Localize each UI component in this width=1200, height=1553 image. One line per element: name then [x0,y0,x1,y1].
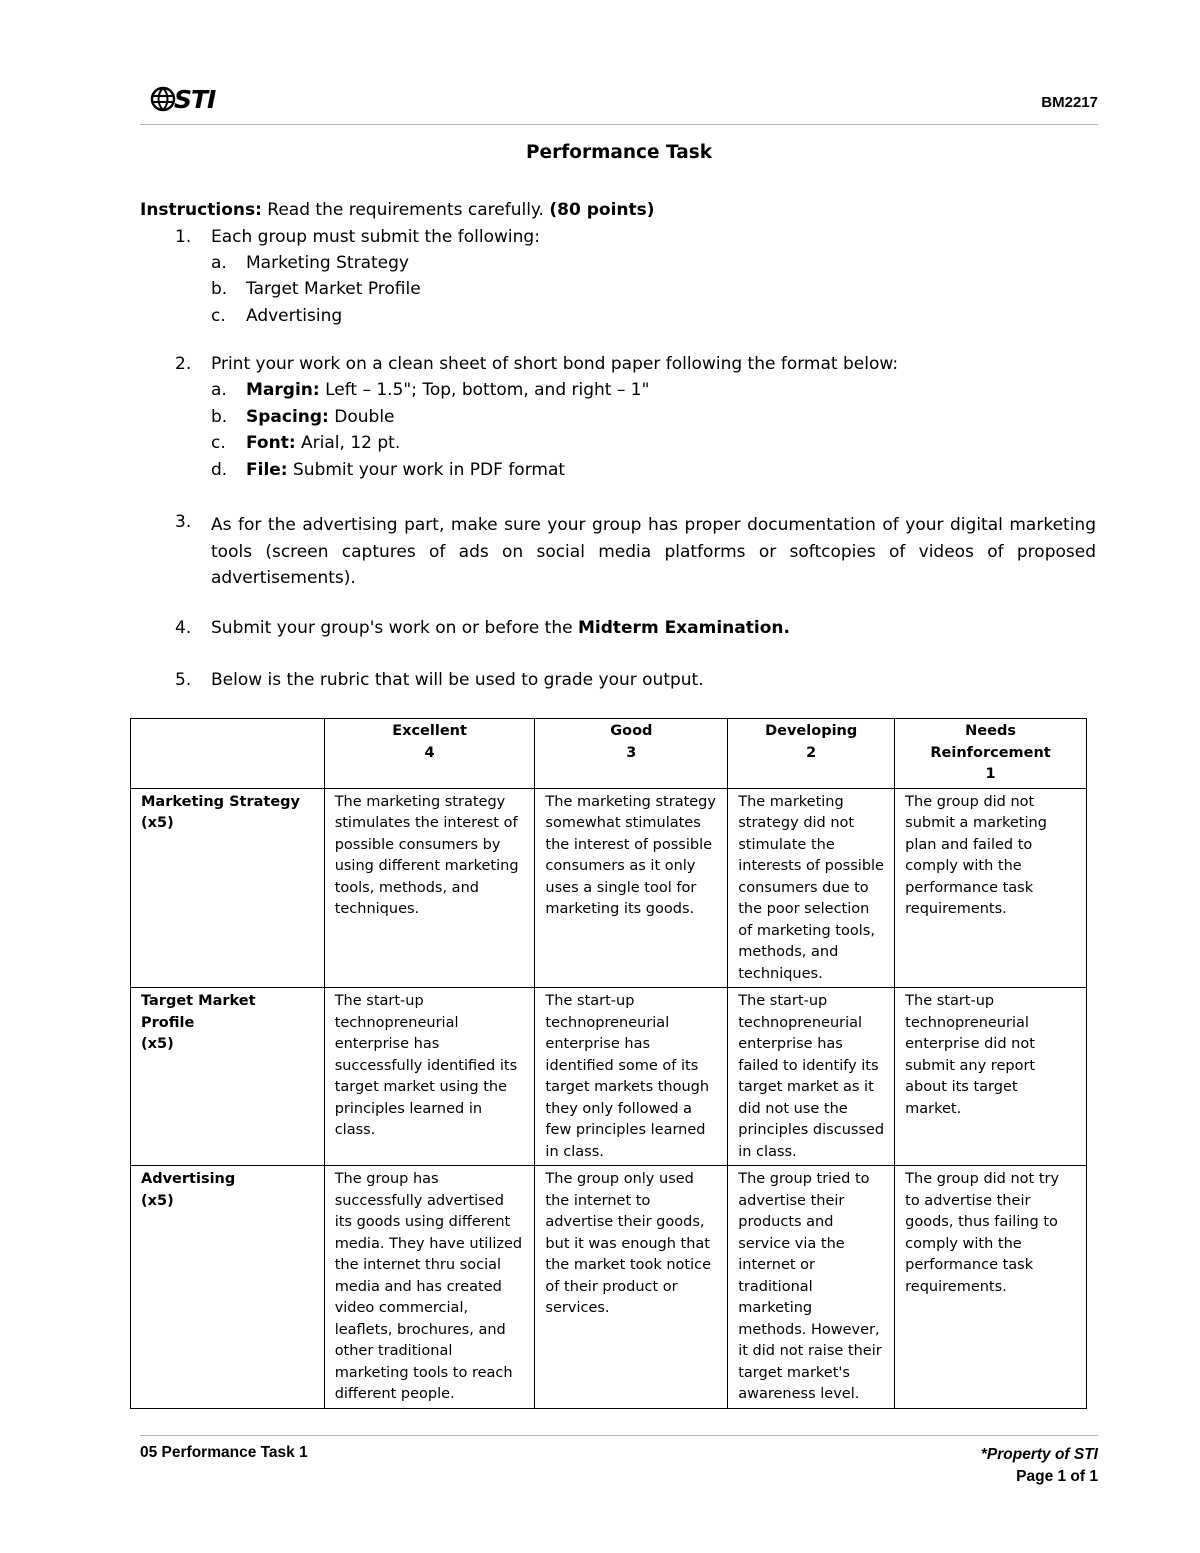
sub-item-text [246,407,395,427]
instructions-points: (80 points) [549,200,655,220]
level-name: Needs Reinforcement [930,723,1051,761]
table-row [131,1166,1087,1409]
page-header [140,80,1098,125]
page-title: Performance Task [525,142,713,163]
rubric-table [130,718,1087,1409]
rubric-cell: The start-up technopreneurial enterprise has identified some of its target markets though they only followed a few principles learned in class. [535,988,728,1166]
item-text-bold: Midterm Examination [577,618,784,638]
sub-item-label: Font: [246,433,296,453]
sub-item-letter: a. [211,380,227,400]
rubric-cell: The group only used the internet to advertise their goods, but it was enough that the market took notice of their product or services. [535,1166,728,1409]
level-name: Good [610,723,653,739]
criterion-weight: (x5) [141,1192,174,1209]
course-code: BM2217 [1041,94,1098,111]
table-row [131,788,1087,988]
item-text: As for the advertising part, make sure your group has proper documentation of your digital marketing tools (screen captures of ads on social media platforms or softcopies of videos of proposed advertisements). [211,515,1096,588]
sti-logo [150,82,215,116]
sub-item-letter: b. [211,407,228,427]
item-number: 5. [175,670,192,690]
rubric-cell: The group has successfully advertised its goods using different media. They have utilized the internet thru social media and has created video commercial, leaflets, brochures, and other traditional marketing tools to reach different people. [324,1166,535,1409]
item-text [211,618,790,638]
instructions-label: Instructions: [140,200,262,220]
sub-item-letter: c. [211,433,226,453]
criterion-name: Target Market Profile [141,993,256,1031]
rubric-cell: The marketing strategy did not stimulate the interests of possible consumers due to the poor selection of marketing tools, methods, and techniques. [728,788,895,988]
item-number: 4. [175,618,192,638]
footer-document-title: 05 Performance Task 1 [140,1444,308,1461]
footer-page-number: Page 1 of 1 [1016,1468,1098,1485]
footer-property: *Property of STI [980,1446,1098,1463]
sub-item-letter: b. [211,279,228,299]
sub-item-text [246,380,649,400]
level-score: 2 [806,744,817,761]
sub-item-letter: a. [211,253,227,273]
level-score: 4 [424,744,435,761]
rubric-cell: The group did not submit a marketing plan and failed to comply with the performance task requirements. [895,788,1087,988]
sub-item-value: Submit your work in PDF format [293,460,566,480]
level-score: 1 [985,766,996,782]
instructions-intro [140,200,655,220]
page-footer [140,1435,1098,1485]
sub-item-value: Arial, 12 pt. [301,433,401,453]
criterion-cell [131,988,325,1166]
rubric-level-header [324,719,535,789]
item-text: Print your work on a clean sheet of short bond paper following the format below: [211,354,899,374]
rubric-cell: The start-up technopreneurial enterprise has successfully identified its target market using the principles learned in class. [324,988,535,1166]
rubric-cell: The start-up technopreneurial enterprise has failed to identify its target market as it did not use the principles discussed in class. [728,988,895,1166]
rubric-level-header [535,719,728,789]
criterion-name: Marketing Strategy [141,793,301,810]
sub-item-letter: c. [211,306,226,326]
sub-item-text: Target Market Profile [246,279,421,299]
logo-text: STI [174,84,216,114]
rubric-cell: The group did not try to advertise their goods, thus failing to comply with the performance task requirements. [895,1166,1087,1409]
sub-item-letter: d. [211,460,228,480]
sub-item-text [246,433,400,453]
item-text: Each group must submit the following: [211,227,540,247]
rubric-cell: The group tried to advertise their products and service via the internet or traditional marketing methods. However, it did not raise their target market's awareness level. [728,1166,895,1409]
sub-item-value: Double [334,407,395,427]
sub-item-label: Spacing: [246,407,329,427]
footer-right [981,1444,1098,1488]
instructions-text: Read the requirements carefully. [267,200,544,220]
rubric-level-header [895,719,1087,789]
criterion-cell [131,1166,325,1409]
criterion-cell [131,788,325,988]
item-text-end: . [783,618,790,638]
sub-item-text [246,460,565,480]
sub-item-value: Left – 1.5"; Top, bottom, and right – 1" [325,380,650,400]
sub-item-label: Margin: [246,380,320,400]
level-score: 3 [626,744,637,761]
criterion-weight: (x5) [141,1036,174,1052]
table-row [131,988,1087,1166]
item-number: 1. [175,227,192,247]
item-text: Below is the rubric that will be used to grade your output. [211,670,704,690]
sub-item-text: Marketing Strategy [246,253,409,273]
item-number: 3. [175,512,192,532]
rubric-cell: The marketing strategy stimulates the interest of possible consumers by using different marketing tools, methods, and techniques. [324,788,535,988]
rubric-cell: The start-up technopreneurial enterprise did not submit any report about its target market. [895,988,1087,1166]
rubric-cell: The marketing strategy somewhat stimulates the interest of possible consumers as it only uses a single tool for marketing its goods. [535,788,728,988]
criterion-name: Advertising [141,1171,236,1187]
rubric-corner-cell [131,719,325,789]
sub-item-label: File: [246,460,288,480]
item-number: 2. [175,354,192,374]
globe-icon [150,86,176,112]
sub-item-text: Advertising [246,306,343,326]
item-text-main: Submit your group's work on or before the [211,618,573,638]
rubric-level-header [728,719,895,789]
rubric-header-row [131,719,1087,789]
level-name: Excellent [392,723,467,739]
criterion-weight: (x5) [141,815,174,831]
level-name: Developing [765,723,858,739]
